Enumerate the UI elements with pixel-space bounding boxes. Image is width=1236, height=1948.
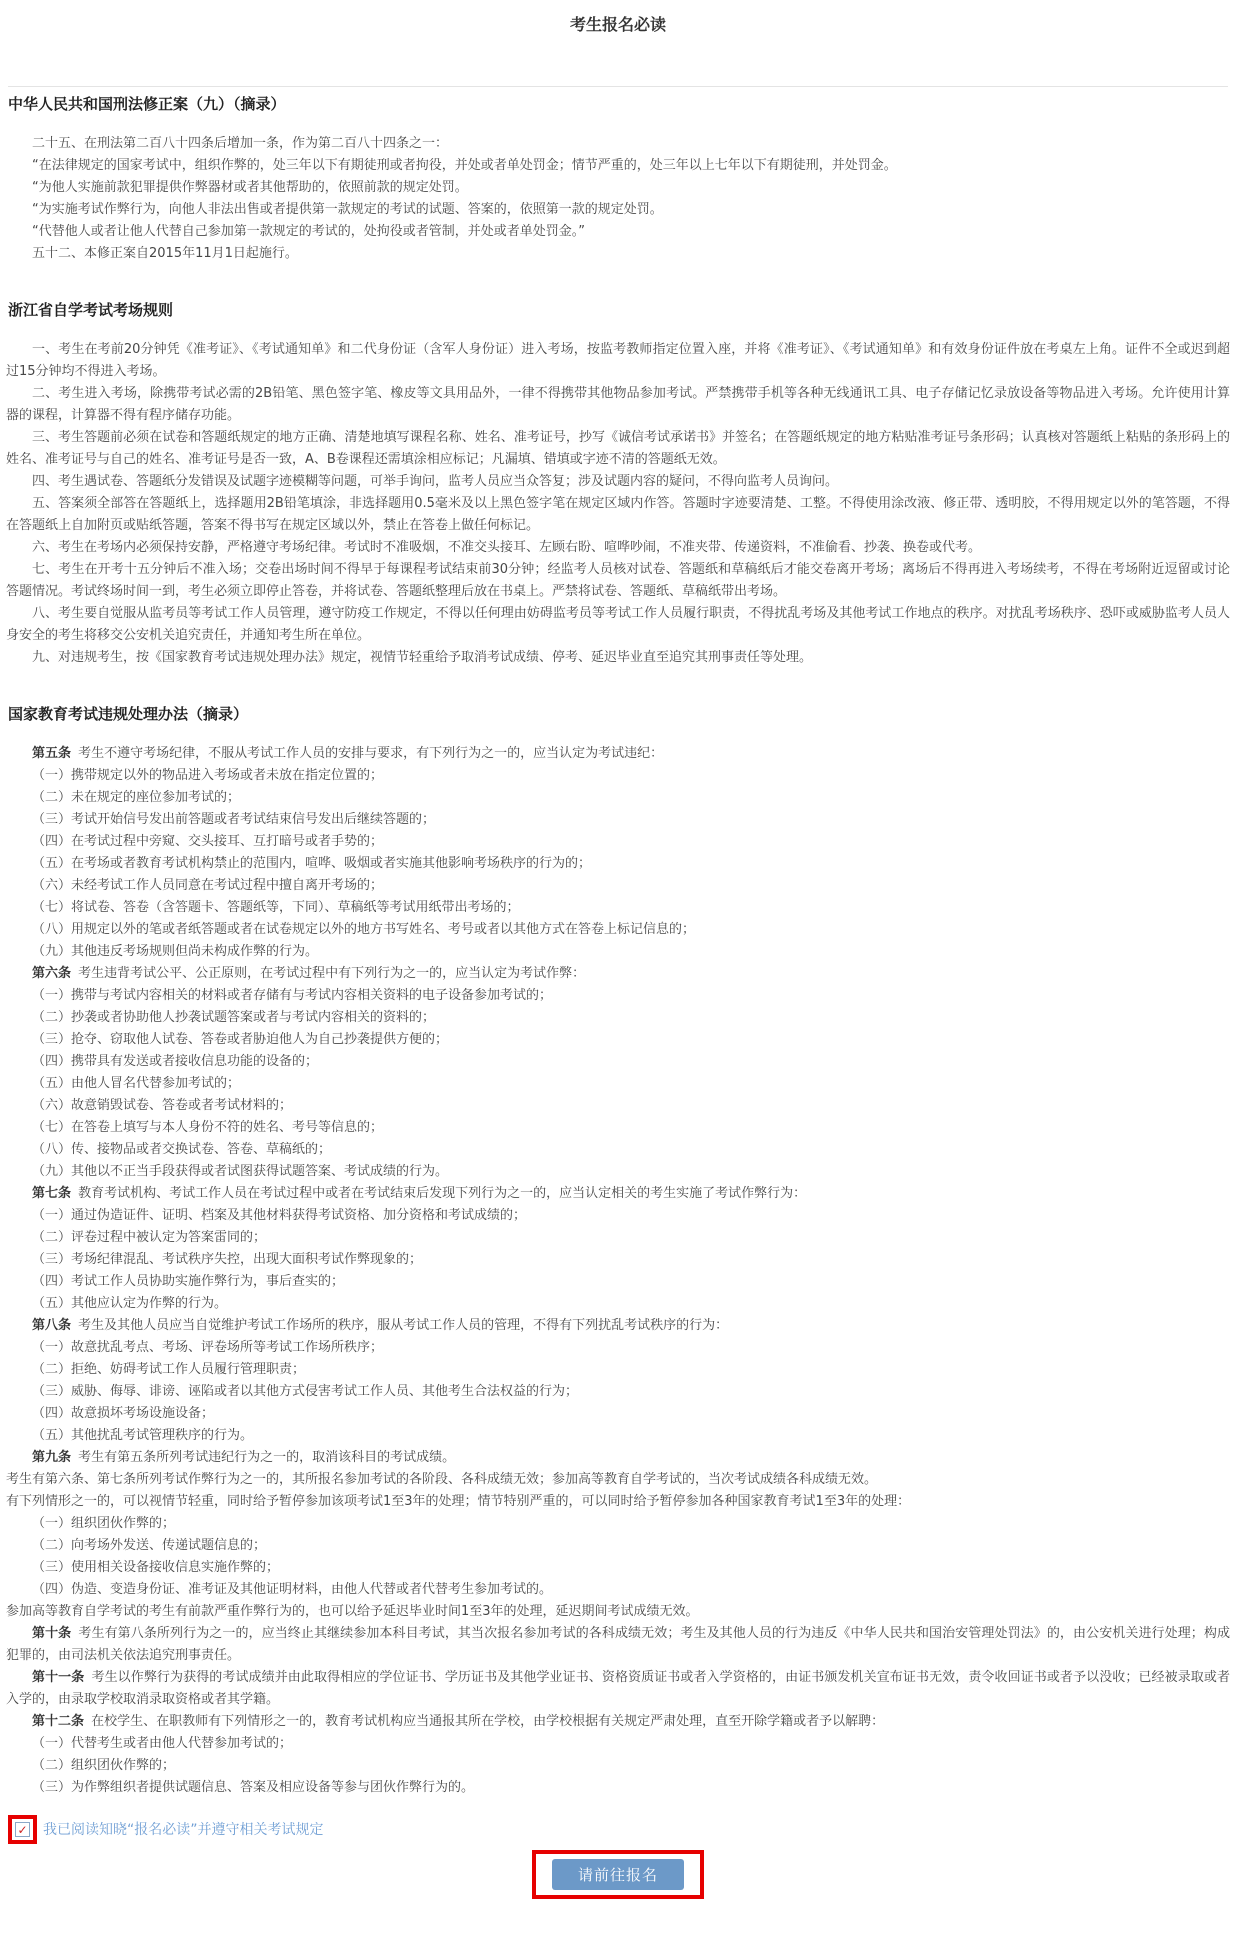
paragraph: 一、考生在考前20分钟凭《准考证》、《考试通知单》和二代身份证（含军人身份证）进入考场，按监考教师指定位置入座，并将《准考证》、《考试通知单》和有效身份证件放在考桌左上角。证件不全或迟到超过15分钟均不得进入考场。 xyxy=(6,342,1230,379)
paragraph: （三）为作弊组织者提供试题信息、答案及相应设备等参与团伙作弊行为的。 xyxy=(32,1780,475,1795)
agree-row xyxy=(6,1815,1230,1844)
paragraph: 四、考生遇试卷、答题纸分发错误及试题字迹模糊等问题，可举手询问，监考人员应当众答复；涉及试题内容的疑问，不得向监考人员询问。 xyxy=(32,474,839,489)
paragraph: （一）通过伪造证件、证明、档案及其他材料获得考试资格、加分资格和考试成绩的； xyxy=(32,1208,527,1223)
section-violation-measures xyxy=(6,703,1230,1799)
paragraph: 二、考生进入考场，除携带考试必需的2B铅笔、黑色签字笔、橡皮等文具用品外，一律不得携带其他物品参加考试。严禁携带手机等各种无线通讯工具、电子存储记忆录放设备等物品进入考场。允许使用计算器的课程，计算器不得有程序储存功能。 xyxy=(6,386,1230,423)
paragraph: （一）组织团伙作弊的； xyxy=(32,1516,176,1531)
agree-label[interactable]: 我已阅读知晓“报名必读”并遵守相关考试规定 xyxy=(43,1821,324,1838)
paragraph: 七、考生在开考十五分钟后不准入场；交卷出场时间不得早于每课程考试结束前30分钟；经监考人员核对试卷、答题纸和草稿纸后才能交卷离开考场；离场后不得再进入考场续考，不得在考场附近逗留或讨论答题情况。考试终场时间一到，考生必须立即停止答卷，并将试卷、答题纸整理后放在书桌上。严禁将试卷、答题纸、草稿纸带出考场。 xyxy=(6,562,1230,599)
article-number: 第十条 xyxy=(32,1626,72,1641)
paragraph: 第九条 考生有第五条所列考试违纪行为之一的，取消该科目的考试成绩。 xyxy=(32,1450,456,1465)
paragraph: （五）由他人冒名代替参加考试的； xyxy=(32,1076,241,1091)
paragraph: 六、考生在考场内必须保持安静，严格遵守考场纪律。考试时不准吸烟，不准交头接耳、左顾右盼、喧哗吵闹，不准夹带、传递资料，不准偷看、抄袭、换卷或代考。 xyxy=(32,540,982,555)
paragraph: “为他人实施前款犯罪提供作弊器材或者其他帮助的，依照前款的规定处罚。 xyxy=(32,180,468,195)
paragraph: （六）故意销毁试卷、答卷或者考试材料的； xyxy=(32,1098,293,1113)
paragraph: （四）携带具有发送或者接收信息功能的设备的； xyxy=(32,1054,319,1069)
paragraph: 第十条 考生有第八条所列行为之一的，应当终止其继续参加本科目考试，其当次报名参加考试的各科成绩无效；考生及其他人员的行为违反《中华人民共和国治安管理处罚法》的，由公安机关进行处理；构成犯罪的，由司法机关依法追究刑事责任。 xyxy=(6,1626,1230,1663)
section-body xyxy=(6,133,1230,265)
paragraph: 五、答案须全部答在答题纸上，选择题用2B铅笔填涂，非选择题用0.5毫米及以上黑色签字笔在规定区域内作答。答题时字迹要清楚、工整。不得使用涂改液、修正带、透明胶，不得用规定以外的笔答题，不得在答题纸上自加附页或贴纸答题，答案不得书写在规定区域以外，禁止在答卷上做任何标记。 xyxy=(6,496,1230,533)
section-heading: 国家教育考试违规处理办法（摘录） xyxy=(8,705,249,723)
article-number: 第七条 xyxy=(32,1186,72,1201)
paragraph: 第六条 考生违背考试公平、公正原则，在考试过程中有下列行为之一的，应当认定为考试作弊： xyxy=(32,966,586,981)
paragraph: （三）使用相关设备接收信息实施作弊的； xyxy=(32,1560,280,1575)
article-number: 第八条 xyxy=(32,1318,72,1333)
paragraph: （七）在答卷上填写与本人身份不符的姓名、考号等信息的； xyxy=(32,1120,384,1135)
paragraph: “在法律规定的国家考试中，组织作弊的，处三年以下有期徒刑或者拘役，并处或者单处罚金；情节严重的，处三年以上七年以下有期徒刑，并处罚金。 xyxy=(32,158,897,173)
paragraph: （三）威胁、侮辱、诽谤、诬陷或者以其他方式侵害考试工作人员、其他考生合法权益的行为； xyxy=(32,1384,579,1399)
paragraph: （九）其他以不正当手段获得或者试图获得试题答案、考试成绩的行为。 xyxy=(32,1164,449,1179)
paragraph: （二）组织团伙作弊的； xyxy=(32,1758,176,1773)
paragraph: “代替他人或者让他人代替自己参加第一款规定的考试的，处拘役或者管制，并处或者单处罚金。” xyxy=(32,224,585,239)
paragraph: 参加高等教育自学考试的考生有前款严重作弊行为的，也可以给予延迟毕业时间1至3年的处理，延迟期间考试成绩无效。 xyxy=(6,1604,699,1619)
paragraph: （三）抢夺、窃取他人试卷、答卷或者胁迫他人为自己抄袭提供方便的； xyxy=(32,1032,449,1047)
register-button[interactable]: 请前往报名 xyxy=(552,1859,684,1890)
paragraph: （二）评卷过程中被认定为答案雷同的； xyxy=(32,1230,267,1245)
paragraph: （四）在考试过程中旁窥、交头接耳、互打暗号或者手势的； xyxy=(32,834,384,849)
paragraph: （二）未在规定的座位参加考试的； xyxy=(32,790,241,805)
paragraph: “为实施考试作弊行为，向他人非法出售或者提供第一款规定的考试的试题、答案的，依照第一款的规定处罚。 xyxy=(32,202,663,217)
article-number: 第六条 xyxy=(32,966,72,981)
page-title: 考生报名必读 xyxy=(569,15,666,34)
paragraph: （四）考试工作人员协助实施作弊行为，事后查实的； xyxy=(32,1274,345,1289)
paragraph: （三）考场纪律混乱、考试秩序失控，出现大面积考试作弊现象的； xyxy=(32,1252,423,1267)
paragraph: （九）其他违反考场规则但尚未构成作弊的行为。 xyxy=(32,944,319,959)
title-divider xyxy=(8,86,1228,87)
paragraph: （四）故意损坏考场设施设备； xyxy=(32,1406,215,1421)
paragraph: （二）抄袭或者协助他人抄袭试题答案或者与考试内容相关的资料的； xyxy=(32,1010,436,1025)
section-heading: 中华人民共和国刑法修正案（九）（摘录） xyxy=(8,95,286,113)
article-number: 第十二条 xyxy=(32,1714,85,1729)
paragraph: 五十二、本修正案自2015年11月1日起施行。 xyxy=(32,246,298,261)
paragraph: （六）未经考试工作人员同意在考试过程中擅自离开考场的； xyxy=(32,878,384,893)
paragraph: （八）传、接物品或者交换试卷、答卷、草稿纸的； xyxy=(32,1142,332,1157)
paragraph: 九、对违规考生，按《国家教育考试违规处理办法》规定，视情节轻重给予取消考试成绩、停考、延迟毕业直至追究其刑事责任等处理。 xyxy=(32,650,813,665)
button-row xyxy=(6,1850,1230,1899)
paragraph: 有下列情形之一的，可以视情节轻重，同时给予暂停参加该项考试1至3年的处理；情节特别严重的，可以同时给予暂停参加各种国家教育考试1至3年的处理： xyxy=(6,1494,911,1509)
article-number: 第九条 xyxy=(32,1450,72,1465)
checkbox-check-icon: ✓ xyxy=(17,1822,28,1837)
annotation-highlight-button xyxy=(532,1850,704,1899)
paragraph: （二）拒绝、妨碍考试工作人员履行管理职责； xyxy=(32,1362,306,1377)
section-heading: 浙江省自学考试考场规则 xyxy=(8,301,174,319)
paragraph: （二）向考场外发送、传递试题信息的； xyxy=(32,1538,267,1553)
section-body xyxy=(6,339,1230,669)
footer xyxy=(6,1815,1230,1899)
article-number: 第五条 xyxy=(32,746,72,761)
article-number: 第十一条 xyxy=(32,1670,85,1685)
paragraph: 第八条 考生及其他人员应当自觉维护考试工作场所的秩序，服从考试工作人员的管理，不得有下列扰乱考试秩序的行为： xyxy=(32,1318,729,1333)
paragraph: （一）故意扰乱考点、考场、评卷场所等考试工作场所秩序； xyxy=(32,1340,384,1355)
paragraph: （一）携带与考试内容相关的材料或者存储有与考试内容相关资料的电子设备参加考试的； xyxy=(32,988,553,1003)
paragraph: 第十一条 考生以作弊行为获得的考试成绩并由此取得相应的学位证书、学历证书及其他学业证书、资格资质证书或者入学资格的，由证书颁发机关宣布证书无效，责令收回证书或者予以没收；已经被录取或者入学的，由录取学校取消录取资格或者其学籍。 xyxy=(6,1670,1230,1707)
paragraph: （七）将试卷、答卷（含答题卡、答题纸等，下同）、草稿纸等考试用纸带出考场的； xyxy=(32,900,520,915)
paragraph: （五）其他应认定为作弊的行为。 xyxy=(32,1296,228,1311)
paragraph: 二十五、在刑法第二百八十四条后增加一条，作为第二百八十四条之一： xyxy=(32,136,449,151)
paragraph: 第七条 教育考试机构、考试工作人员在考试过程中或者在考试结束后发现下列行为之一的，应当认定相关的考生实施了考试作弊行为： xyxy=(32,1186,807,1201)
paragraph: 考生有第六条、第七条所列考试作弊行为之一的，其所报名参加考试的各阶段、各科成绩无效；参加高等教育自学考试的，当次考试成绩各科成绩无效。 xyxy=(6,1472,878,1487)
section-body xyxy=(6,743,1230,1799)
paragraph: 第十二条 在校学生、在职教师有下列情形之一的，教育考试机构应当通报其所在学校，由学校根据有关规定严肃处理，直至开除学籍或者予以解聘： xyxy=(32,1714,885,1729)
section-criminal-law-amendment xyxy=(6,93,1230,265)
annotation-highlight-checkbox xyxy=(8,1815,37,1844)
paragraph: （四）伪造、变造身份证、准考证及其他证明材料，由他人代替或者代替考生参加考试的。 xyxy=(32,1582,553,1597)
paragraph: 三、考生答题前必须在试卷和答题纸规定的地方正确、清楚地填写课程名称、姓名、准考证号，抄写《诚信考试承诺书》并签名；在答题纸规定的地方粘贴准考证号条形码；认真核对答题纸上粘贴的条形码上的姓名、准考证号与自己的姓名、准考证号是否一致，A、B卷课程还需填涂相应标记；凡漏填、错填或字迹不清的答题纸无效。 xyxy=(6,430,1230,467)
paragraph: 八、考生要自觉服从监考员等考试工作人员管理，遵守防疫工作规定，不得以任何理由妨碍监考员等考试工作人员履行职责，不得扰乱考场及其他考试工作地点的秩序。对扰乱考场秩序、恐吓或威胁监考人员人身安全的考生将移交公安机关追究责任，并通知考生所在单位。 xyxy=(6,606,1230,643)
section-exam-room-rules xyxy=(6,299,1230,669)
paragraph: （一）携带规定以外的物品进入考场或者未放在指定位置的； xyxy=(32,768,384,783)
paragraph: （一）代替考生或者由他人代替参加考试的； xyxy=(32,1736,293,1751)
agree-checkbox[interactable] xyxy=(15,1822,30,1837)
paragraph: （五）其他扰乱考试管理秩序的行为。 xyxy=(32,1428,254,1443)
paragraph: 第五条 考生不遵守考场纪律，不服从考试工作人员的安排与要求，有下列行为之一的，应当认定为考试违纪： xyxy=(32,746,664,761)
paragraph: （三）考试开始信号发出前答题或者考试结束信号发出后继续答题的； xyxy=(32,812,436,827)
paragraph: （八）用规定以外的笔或者纸答题或者在试卷规定以外的地方书写姓名、考号或者以其他方式在答卷上标记信息的； xyxy=(32,922,696,937)
paragraph: （五）在考场或者教育考试机构禁止的范围内，喧哗、吸烟或者实施其他影响考场秩序的行为的； xyxy=(32,856,592,871)
